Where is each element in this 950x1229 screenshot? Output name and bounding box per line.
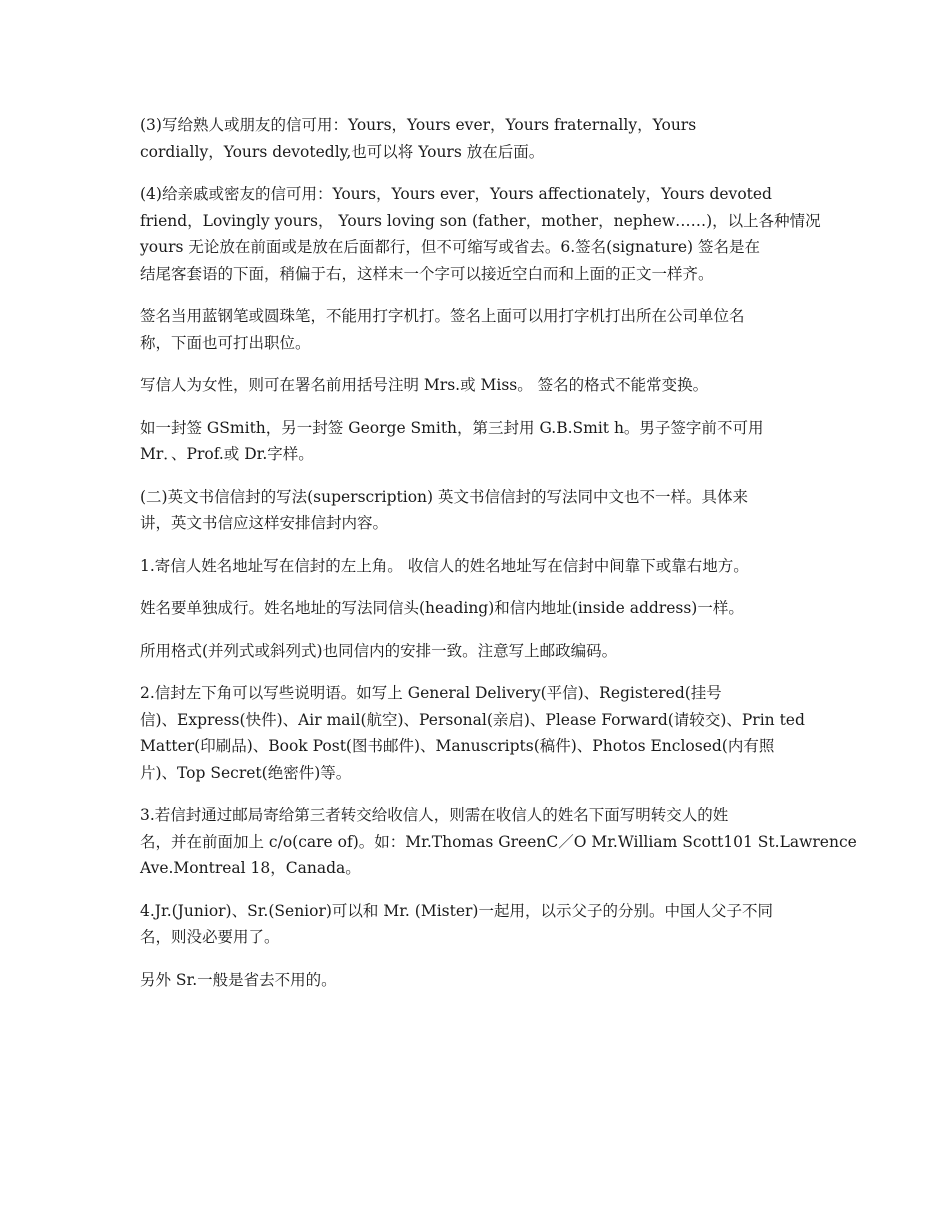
paragraph-envelope-rule-1 <box>140 553 812 580</box>
paragraph-closing-friends <box>140 112 812 165</box>
paragraph-envelope-name-line <box>140 595 812 622</box>
text-line: 名，则没必要用了。 <box>140 928 280 946</box>
text-line: 姓名要单独成行。姓名地址的写法同信头(heading)和信内地址(inside address)一样。 <box>140 599 744 617</box>
text-line: 名，并在前面加上 c/o(care of)。如：Mr.Thomas GreenC／O Mr.William Scott101 St.Lawrence <box>140 832 857 851</box>
paragraph-signature-female <box>140 372 812 399</box>
text-line: (4)给亲戚或密友的信可用：Yours，Yours ever，Yours affectionately，Yours devoted <box>140 185 772 203</box>
text-line: 结尾客套语的下面，稍偏于右，这样末一个字可以接近空白而和上面的正文一样齐。 <box>140 264 714 283</box>
text-line: cordially，Yours devotedly,也可以将 Yours 放在后面。 <box>140 142 545 161</box>
text-line: 签名当用蓝钢笔或圆珠笔，不能用打字机打。签名上面可以用打字机打出所在公司单位名 <box>140 307 745 325</box>
text-line: 4.Jr.(Junior)、Sr.(Senior)可以和 Mr. (Mister)一起用，以示父子的分别。中国人父子不同 <box>140 901 773 920</box>
text-line: 1.寄信人姓名地址写在信封的左上角。 收信人的姓名地址写在信封中间靠下或靠右地方。 <box>140 556 749 575</box>
text-line: 讲，英文书信应这样安排信封内容。 <box>140 514 389 532</box>
text-line: Ave.Montreal 18，Canada。 <box>140 859 361 877</box>
paragraph-envelope-note <box>140 967 812 994</box>
text-line: 3.若信封通过邮局寄给第三者转交给收信人，则需在收信人的姓名下面写明转交人的姓 <box>140 806 729 824</box>
paragraph-envelope-intro <box>140 484 812 537</box>
paragraph-envelope-rule-3 <box>140 802 857 882</box>
text-line: (二)英文书信信封的写法(superscription) 英文书信信封的写法同中文也不一样。具体来 <box>140 487 748 506</box>
text-line: 2.信封左下角可以写些说明语。如写上 General Delivery(平信)、Registered(挂号 <box>140 684 722 702</box>
paragraph-signature-pen <box>140 303 812 356</box>
paragraph-envelope-rule-2 <box>140 680 812 786</box>
text-line: (3)写给熟人或朋友的信可用：Yours，Yours ever，Yours fraternally，Yours <box>140 116 697 134</box>
text-line: 信)、Express(快件)、Air mail(航空)、Personal(亲启)、Please Forward(请较交)、Prin ted <box>140 710 805 729</box>
text-line: 所用格式(并列式或斜列式)也同信内的安排一致。注意写上邮政编码。 <box>140 641 618 660</box>
paragraph-signature-example <box>140 415 812 468</box>
paragraph-envelope-rule-4 <box>140 898 812 951</box>
document-body <box>140 112 857 1009</box>
text-line: 另外 Sr.一般是省去不用的。 <box>140 970 337 989</box>
paragraph-closing-relatives <box>140 181 821 287</box>
text-line: 片)、Top Secret(绝密件)等。 <box>140 763 352 782</box>
text-line: Matter(印刷品)、Book Post(图书邮件)、Manuscripts(稿件)、Photos Enclosed(内有照 <box>140 737 775 755</box>
text-line: 称，下面也可打出职位。 <box>140 333 311 352</box>
paragraph-envelope-format <box>140 638 812 665</box>
text-line: Mr．、Prof.或 Dr.字样。 <box>140 445 314 463</box>
text-line: friend，Lovingly yours， Yours loving son (father，mother，nephew……)，以上各种情况 <box>140 211 821 230</box>
text-line: yours 无论放在前面或是放在后面都行，但不可缩写或省去。6.签名(signature) 签名是在 <box>140 238 761 256</box>
text-line: 如一封签 GSmith，另一封签 George Smith，第三封用 G.B.Smit h。男子签字前不可用 <box>140 418 764 437</box>
text-line: 写信人为女性，则可在署名前用括号注明 Mrs.或 Miss。 签名的格式不能常变换。 <box>140 376 709 394</box>
